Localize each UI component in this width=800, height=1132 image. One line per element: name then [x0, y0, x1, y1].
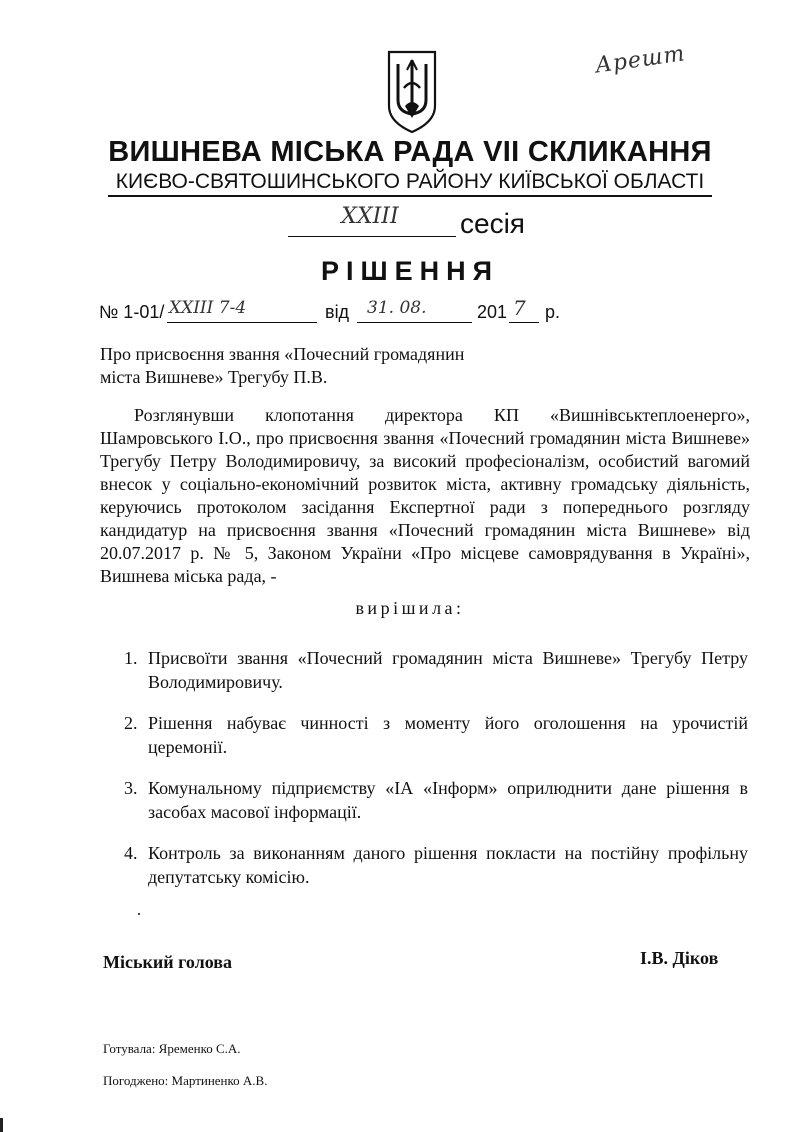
- item-text: Комунальному підприємству «ІА «Інформ» оприлюднити дане рішення в засобах масової інформації.: [148, 778, 748, 822]
- year-underline: [509, 322, 539, 323]
- decision-number: XXIII 7-4: [169, 298, 247, 318]
- resolution-item: [120, 776, 748, 824]
- year-suffix: р.: [545, 302, 561, 322]
- subject-line: міста Вишневе» Трегубу П.В.: [100, 367, 328, 387]
- item-number: 1.: [124, 648, 138, 668]
- resolution-item: [120, 711, 748, 759]
- mayor-label: Міський голова: [103, 952, 232, 972]
- decision-title: РІШЕННЯ: [320, 256, 500, 286]
- scan-speck: [138, 913, 140, 915]
- resolved-heading: вирішила:: [355, 598, 465, 618]
- session-word: сесія: [460, 208, 525, 239]
- subject-line: Про присвоєння звання «Почесний громадянин: [100, 344, 465, 364]
- scan-edge-mark: [0, 1118, 3, 1132]
- from-label: від: [325, 302, 350, 322]
- decision-subject: [100, 343, 560, 389]
- council-title: ВИШНЕВА МІСЬКА РАДА VII СКЛИКАННЯ: [108, 136, 712, 168]
- preamble-paragraph: Розглянувши клопотання директора КП «Вишнівськтеплоенерго», Шамровського І.О., про присвоєння звання «Почесний громадянин міста Вишневе» Трегубу Петру Володимировичу, за високий професіоналізм, особистий вагомий внесок у соціально-економічний розвиток міста, активну громадську діяльність, керуючись протоколом засідання Експертної ради з попереднього розгляду кандидатур на присвоєння звання «Почесний громадянин міста Вишневе» від 20.07.2017 р. № 5, Законом України «Про місцеве самоврядування в Україні», Вишнева міська рада, -: [100, 405, 750, 586]
- mayor-name: І.В. Діков: [640, 948, 719, 968]
- prepared-by: Готувала: Яременко С.А.: [103, 1041, 241, 1056]
- year-prefix: 201: [477, 302, 508, 322]
- item-text: Рішення набуває чинності з моменту його оголошення на урочистій церемонії.: [148, 713, 748, 757]
- decision-number-line: [99, 298, 659, 328]
- item-number: 3.: [124, 778, 138, 798]
- number-prefix: № 1-01/: [99, 302, 165, 322]
- item-number: 2.: [124, 713, 138, 733]
- date-underline: [357, 322, 472, 323]
- session-number: XXIII: [341, 204, 399, 229]
- decision-date: 31. 08.: [367, 298, 427, 318]
- item-number: 4.: [124, 843, 138, 863]
- item-text: Контроль за виконанням даного рішення покласти на постійну профільну депутатську комісію.: [148, 843, 748, 887]
- handwritten-note: Арешт: [593, 41, 687, 79]
- session-line: [288, 204, 588, 244]
- coat-of-arms-icon: [385, 48, 439, 134]
- year-digit: 7: [513, 296, 526, 320]
- number-underline: [167, 322, 317, 323]
- resolution-item: [120, 841, 748, 889]
- agreed-by: Погоджено: Мартиненко А.В.: [103, 1073, 268, 1088]
- resolution-item: [120, 646, 748, 694]
- header-divider: [108, 195, 712, 197]
- item-text: Присвоїти звання «Почесний громадянин міста Вишневе» Трегубу Петру Володимировичу.: [148, 648, 748, 692]
- session-underline: [288, 236, 456, 237]
- district-subtitle: КИЄВО-СВЯТОШИНСЬКОГО РАЙОНУ КИЇВСЬКОЇ ОБЛАСТІ: [115, 170, 705, 193]
